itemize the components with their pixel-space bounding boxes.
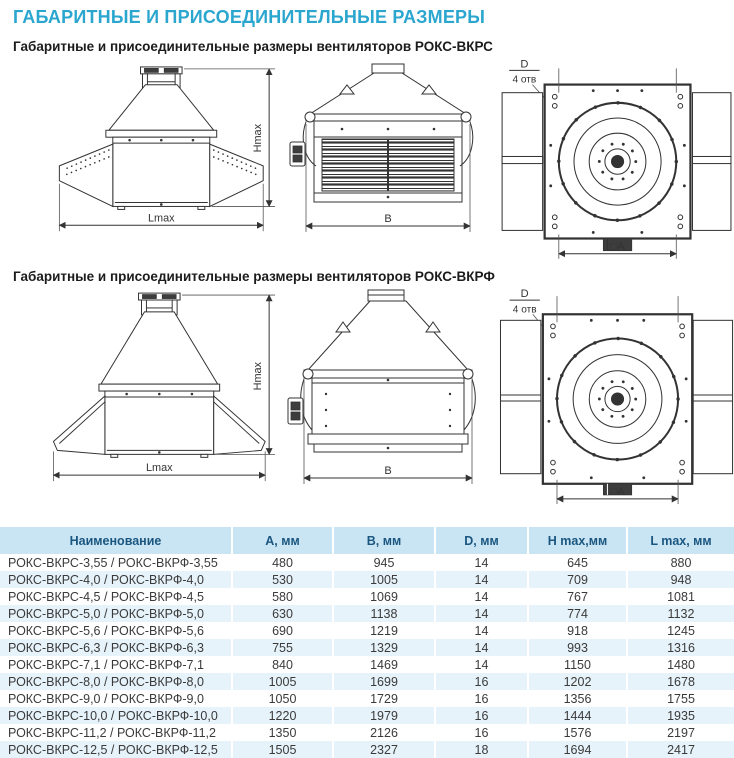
dimension-value-cell: 14	[435, 639, 528, 656]
hmax-label: Hmax	[252, 123, 265, 153]
dimension-value-cell: 1350	[232, 724, 333, 741]
dimension-value-cell: 1005	[333, 571, 435, 588]
section-title-vkrs: Габаритные и присоединительные размеры вентиляторов РОКС-ВКРС	[13, 39, 493, 54]
dimension-value-cell: 14	[435, 588, 528, 605]
header-d: D, мм	[435, 527, 528, 554]
dimension-value-cell: 14	[435, 605, 528, 622]
dimension-value-cell: 1069	[333, 588, 435, 605]
dimensions-table	[0, 527, 734, 758]
table-row	[0, 724, 734, 741]
exhaust-cap	[372, 64, 404, 73]
dimension-value-cell: 1220	[232, 707, 333, 724]
vkrf-front-view-drawing	[0, 284, 282, 508]
fan-body	[113, 137, 210, 209]
dimension-value-cell: 1935	[627, 707, 734, 724]
fan-name-cell: РОКС-ВКРС-6,3 / РОКС-ВКРФ-6,3	[8, 640, 204, 655]
fan-name-cell: РОКС-ВКРС-12,5 / РОКС-ВКРФ-12,5	[8, 742, 218, 757]
lifting-lug-right	[463, 369, 475, 430]
diffuser-roof	[99, 312, 220, 391]
fan-body	[314, 121, 462, 202]
d-label: D	[520, 58, 529, 71]
vkrs-side-view-drawing	[282, 54, 494, 256]
dimension-value-cell: 1678	[627, 673, 734, 690]
dimension-value-cell: 16	[435, 724, 528, 741]
dimension-value-cell: 690	[232, 622, 333, 639]
header-name: Наименование	[0, 527, 232, 554]
vkrs-front-view-drawing	[0, 54, 282, 256]
fan-name-cell: РОКС-ВКРС-4,5 / РОКС-ВКРФ-4,5	[8, 589, 204, 604]
dimension-value-cell: 755	[232, 639, 333, 656]
fan-name-cell: РОКС-ВКРС-10,0 / РОКС-ВКРФ-10,0	[8, 708, 218, 723]
side-louver-right	[692, 93, 730, 231]
hmax-label: Hmax	[252, 362, 265, 391]
dimension-value-cell: 1132	[627, 605, 734, 622]
table-row	[0, 639, 734, 656]
table-row	[0, 741, 734, 758]
dimension-value-cell: 580	[232, 588, 333, 605]
table-row	[0, 656, 734, 673]
vkrf-side-view-drawing	[282, 284, 494, 508]
dimension-value-cell: 16	[435, 690, 528, 707]
fan-name-cell: РОКС-ВКРС-9,0 / РОКС-ВКРФ-9,0	[8, 691, 204, 706]
dimension-value-cell: 1329	[333, 639, 435, 656]
dimension-value-cell: 1729	[333, 690, 435, 707]
dimension-value-cell: 1219	[333, 622, 435, 639]
b-label: B	[384, 465, 392, 477]
fan-name-cell: РОКС-ВКРС-7,1 / РОКС-ВКРФ-7,1	[8, 657, 204, 672]
dimension-value-cell: 2126	[333, 724, 435, 741]
dimension-value-cell: 18	[435, 741, 528, 758]
dimension-value-cell: 16	[435, 707, 528, 724]
dimensions-table-body	[0, 554, 734, 758]
lmax-label: Lmax	[147, 212, 175, 225]
dimension-value-cell: 1480	[627, 656, 734, 673]
side-wing-right	[210, 144, 263, 206]
table-row	[0, 673, 734, 690]
header-b: В, мм	[333, 527, 435, 554]
dimension-value-cell: 1245	[627, 622, 734, 639]
dimension-value-cell: 14	[435, 656, 528, 673]
header-hmax: H max,мм	[528, 527, 627, 554]
exhaust-cap	[368, 290, 404, 301]
dimension-value-cell: 1469	[333, 656, 435, 673]
diffuser-roof	[106, 85, 217, 137]
side-panel-left	[500, 320, 540, 473]
table-row	[0, 571, 734, 588]
table-row	[0, 707, 734, 724]
dimension-value-cell: 880	[627, 554, 734, 571]
fan-name-cell: РОКС-ВКРС-3,55 / РОКС-ВКРФ-3,55	[8, 555, 218, 570]
mounting-plate	[543, 296, 692, 484]
side-wing-right	[214, 396, 265, 454]
b-label: B	[384, 213, 392, 225]
section-title-vkrf: Габаритные и присоединительные размеры вентиляторов РОКС-ВКРФ	[13, 269, 495, 284]
dimension-value-cell: 480	[232, 554, 333, 571]
side-louver-left	[502, 93, 543, 231]
dimension-value-cell: 645	[528, 554, 627, 571]
dimension-value-cell: 1755	[627, 690, 734, 707]
dimension-value-cell: 1050	[232, 690, 333, 707]
dimension-value-cell: 774	[528, 605, 627, 622]
dimension-value-cell: 840	[232, 656, 333, 673]
dimension-value-cell: 530	[232, 571, 333, 588]
dimension-value-cell: 1138	[333, 605, 435, 622]
table-header-row	[0, 527, 734, 554]
drawings-vkrf	[0, 284, 734, 508]
dimension-value-cell: 1444	[528, 707, 627, 724]
side-wing-left	[53, 396, 104, 454]
dimension-value-cell: 14	[435, 554, 528, 571]
table-row	[0, 622, 734, 639]
dimension-value-cell: 1979	[333, 707, 435, 724]
dimension-value-cell: 14	[435, 622, 528, 639]
diffuser-roof	[306, 73, 470, 121]
vkrs-top-view-drawing	[494, 54, 734, 262]
dimension-lmax	[53, 451, 265, 481]
fan-body	[105, 391, 214, 457]
lmax-label: Lmax	[146, 462, 173, 475]
motor-terminal-box	[290, 142, 305, 166]
fan-name-cell: РОКС-ВКРС-5,6 / РОКС-ВКРФ-5,6	[8, 623, 204, 638]
dimension-value-cell: 993	[528, 639, 627, 656]
table-row	[0, 690, 734, 707]
dimension-value-cell: 767	[528, 588, 627, 605]
holes-count-label: 4 отв	[512, 74, 537, 86]
dimension-value-cell: 14	[435, 571, 528, 588]
diffuser-roof	[304, 301, 472, 378]
dimension-value-cell: 709	[528, 571, 627, 588]
page-title: ГАБАРИТНЫЕ И ПРИСОЕДИНИТЕЛЬНЫЕ РАЗМЕРЫ	[13, 7, 486, 27]
a-label: □A	[610, 240, 625, 253]
dimension-value-cell: 1699	[333, 673, 435, 690]
dimension-value-cell: 1576	[528, 724, 627, 741]
dimension-value-cell: 2197	[627, 724, 734, 741]
dimension-value-cell: 1505	[232, 741, 333, 758]
dimension-value-cell: 1081	[627, 588, 734, 605]
d-label: D	[520, 288, 529, 301]
dimension-value-cell: 1356	[528, 690, 627, 707]
dimension-value-cell: 1150	[528, 656, 627, 673]
drawings-vkrs	[0, 54, 734, 262]
header-lmax: L max, мм	[627, 527, 734, 554]
table-row	[0, 588, 734, 605]
dimension-value-cell: 948	[627, 571, 734, 588]
holes-count-label: 4 отв	[512, 304, 537, 316]
motor-terminal-box	[288, 398, 303, 424]
fan-body	[308, 378, 468, 452]
fan-name-cell: РОКС-ВКРС-4,0 / РОКС-ВКРФ-4,0	[8, 572, 204, 587]
a-label: □A	[610, 485, 625, 498]
mounting-plate	[545, 68, 691, 238]
dimension-value-cell: 1005	[232, 673, 333, 690]
side-wing-left	[59, 144, 112, 206]
fan-name-cell: РОКС-ВКРС-5,0 / РОКС-ВКРФ-5,0	[8, 606, 204, 621]
dimension-value-cell: 630	[232, 605, 333, 622]
side-panel-right	[693, 320, 732, 473]
table-row	[0, 554, 734, 571]
fan-name-cell: РОКС-ВКРС-8,0 / РОКС-ВКРФ-8,0	[8, 674, 204, 689]
dimension-value-cell: 945	[333, 554, 435, 571]
dimension-value-cell: 16	[435, 673, 528, 690]
dimension-value-cell: 918	[528, 622, 627, 639]
fan-name-cell: РОКС-ВКРС-11,2 / РОКС-ВКРФ-11,2	[8, 725, 216, 740]
dimension-value-cell: 1202	[528, 673, 627, 690]
dimension-value-cell: 2327	[333, 741, 435, 758]
dimension-value-cell: 2417	[627, 741, 734, 758]
vkrf-top-view-drawing	[494, 284, 734, 508]
header-a: А, мм	[232, 527, 333, 554]
dimension-value-cell: 1694	[528, 741, 627, 758]
table-header	[0, 527, 734, 554]
dimension-value-cell: 1316	[627, 639, 734, 656]
table-row	[0, 605, 734, 622]
